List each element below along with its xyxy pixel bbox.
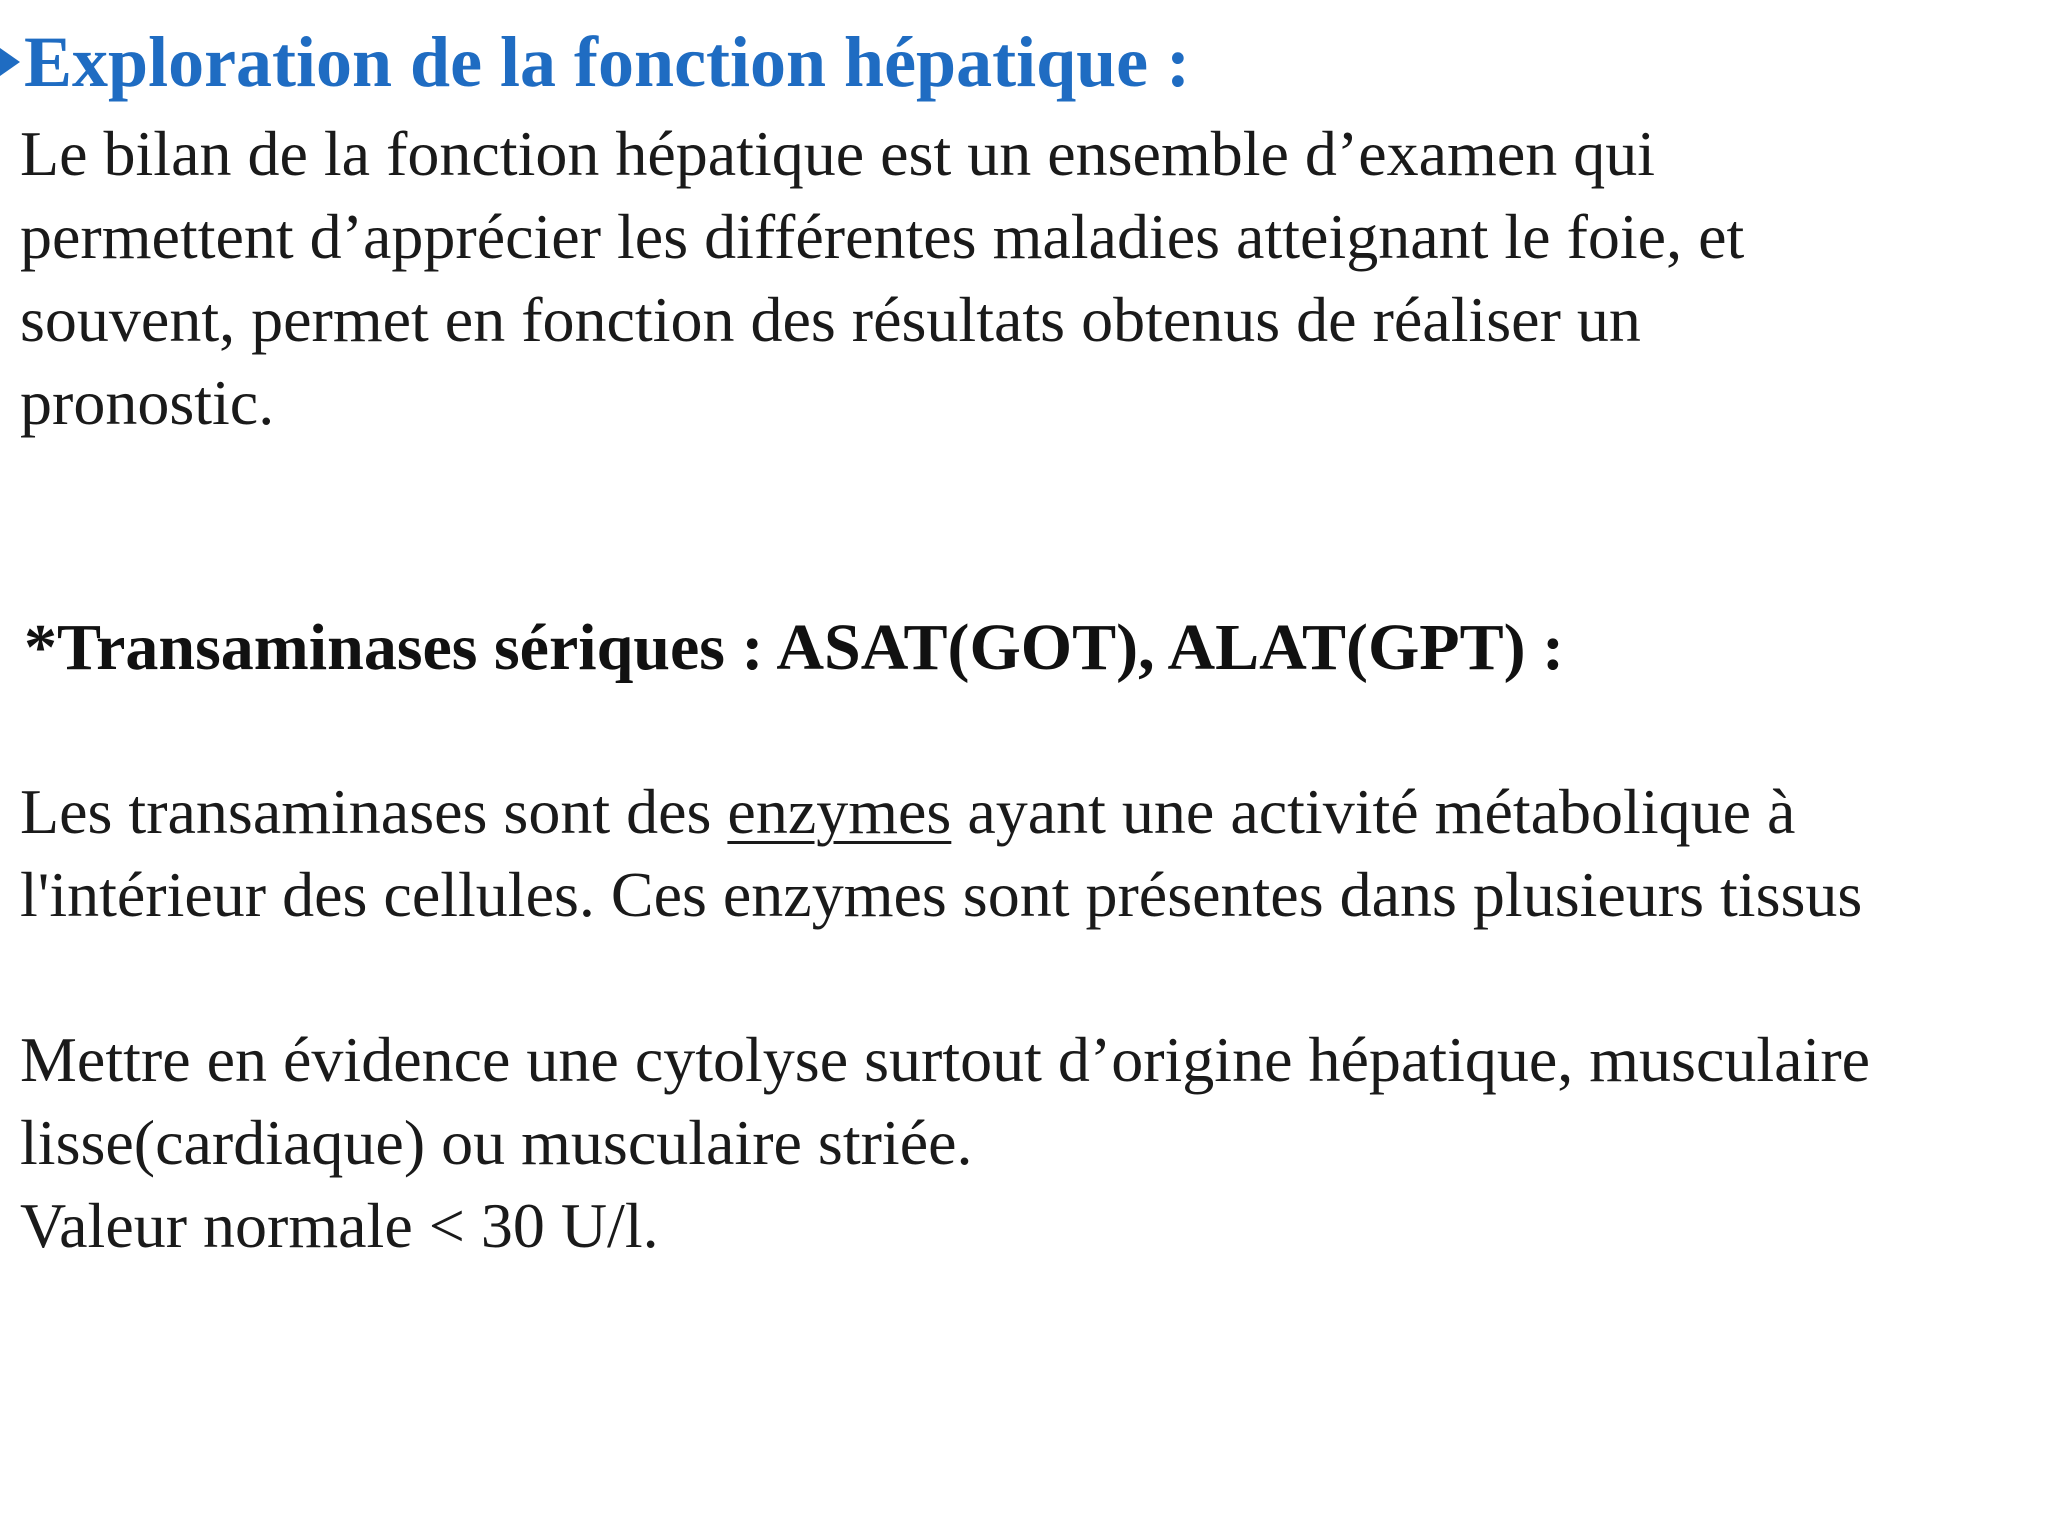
section-heading: *Transaminases sériques : ASAT(GOT), ALAT(GPT) :: [24, 611, 1565, 684]
enzymes-paragraph: [20, 770, 1862, 936]
enzymes-link[interactable]: enzymes: [727, 776, 952, 847]
cytolyse-paragraph: [20, 1018, 1870, 1267]
intro-line: pronostic.: [20, 367, 275, 438]
enzymes-text-after: ayant une activité métabolique à: [951, 776, 1796, 847]
cytolyse-line: Mettre en évidence une cytolyse surtout d’origine hépatique, musculaire: [20, 1024, 1871, 1095]
enzymes-line: l'intérieur des cellules. Ces enzymes sont présentes dans plusieurs tissus: [20, 859, 1863, 930]
normal-value-line: Valeur normale < 30 U/l.: [20, 1190, 659, 1261]
enzymes-line: [20, 770, 1862, 853]
arrow-bullet-icon: [0, 48, 20, 76]
intro-line: souvent, permet en fonction des résultats obtenus de réaliser un: [20, 284, 1641, 355]
cytolyse-line: lisse(cardiaque) ou musculaire striée.: [20, 1107, 973, 1178]
slide-title: Exploration de la fonction hépatique :: [24, 22, 1191, 102]
title-row: [0, 14, 1190, 110]
enzymes-text-before: Les transaminases sont des: [20, 776, 728, 847]
intro-line: Le bilan de la fonction hépatique est un ensemble d’examen qui: [20, 118, 1655, 189]
intro-line: permettent d’apprécier les différentes maladies atteignant le foie, et: [20, 201, 1745, 272]
intro-paragraph: [20, 112, 1744, 444]
